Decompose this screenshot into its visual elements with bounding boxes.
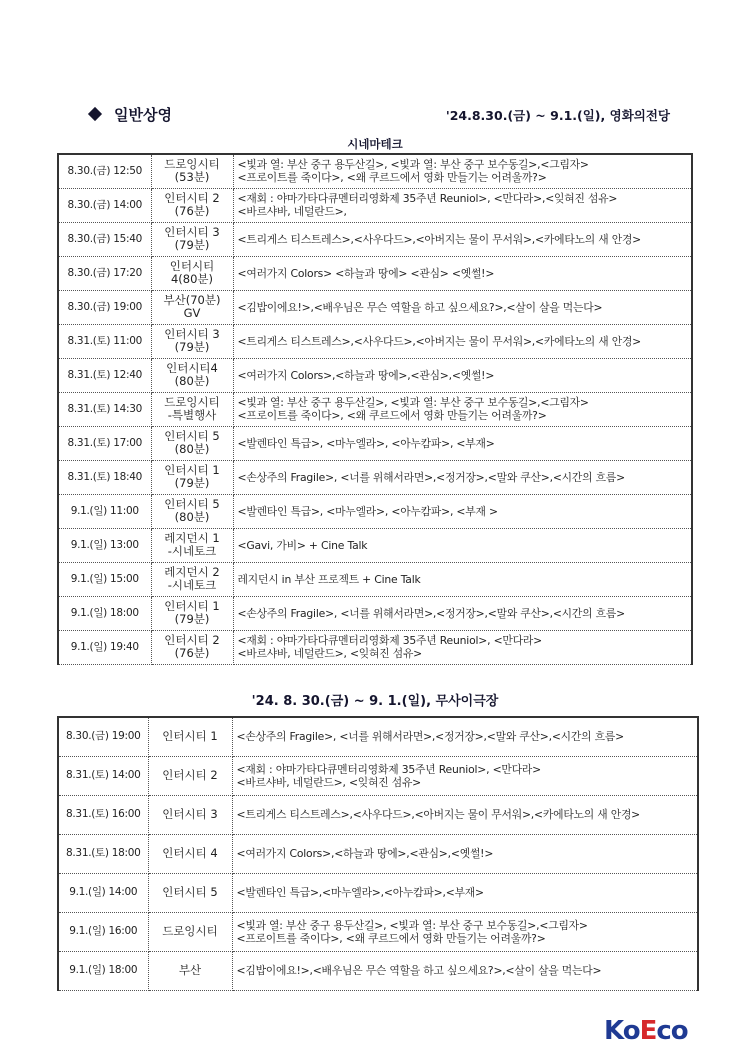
schedule-program: <여러가지 Colors>,<하늘과 땅에>,<관심>,<옛썰!> bbox=[232, 834, 698, 873]
table-row bbox=[58, 562, 692, 596]
schedule-venue: 드로잉시티 (53분) bbox=[151, 154, 233, 188]
schedule-time: 8.30.(금) 15:40 bbox=[58, 222, 151, 256]
schedule-program: <트리게스 티스트레스>,<사우다드>,<아버지는 물이 무서워>,<카에타노의 새 안경> bbox=[233, 324, 692, 358]
table-row bbox=[58, 494, 692, 528]
schedule-program: <빛과 열: 부산 중구 용두산길>, <빛과 열: 부산 중구 보수동길>,<그림자> <프로이트를 죽이다>, <왜 쿠르드에서 영화 만들기는 어려울까?> bbox=[232, 912, 698, 951]
schedule-time: 8.31.(토) 17:00 bbox=[58, 426, 151, 460]
schedule-venue: 레지던시 1 -시네토크 bbox=[151, 528, 233, 562]
schedule-time: 8.30.(금) 17:20 bbox=[58, 256, 151, 290]
schedule-time: 8.31.(토) 18:00 bbox=[58, 834, 148, 873]
schedule-venue: 드로잉시티 bbox=[148, 912, 232, 951]
table-row bbox=[58, 834, 698, 873]
schedule-venue: 인터시티 2 (76분) bbox=[151, 630, 233, 664]
table-row bbox=[58, 630, 692, 664]
table-row bbox=[58, 324, 692, 358]
schedule-program: <발렌타인 특급>, <마누엘라>, <아누캄파>, <부재> bbox=[233, 426, 692, 460]
schedule-time: 8.31.(토) 12:40 bbox=[58, 358, 151, 392]
schedule-program: <트리게스 티스트레스>,<사우다드>,<아버지는 물이 무서워>,<카에타노의 새 안경> bbox=[233, 222, 692, 256]
schedule-time: 9.1.(일) 19:40 bbox=[58, 630, 151, 664]
schedule-program: <재회 : 야마가타다큐멘터리영화제 35주년 Reuniol>, <만다라>,<잊혀진 섬유> <바르샤바, 네덜란드>, bbox=[233, 188, 692, 222]
schedule-venue: 인터시티 3 (79분) bbox=[151, 222, 233, 256]
table-row bbox=[58, 460, 692, 494]
table-row bbox=[58, 392, 692, 426]
schedule-program: <빛과 열: 부산 중구 용두산길>, <빛과 열: 부산 중구 보수동길>,<그림자> <프로이트를 죽이다>, <왜 쿠르드에서 영화 만들기는 어려울까?> bbox=[233, 154, 692, 188]
schedule-time: 8.31.(토) 14:00 bbox=[58, 756, 148, 795]
schedule-time: 9.1.(일) 18:00 bbox=[58, 951, 148, 990]
table-row bbox=[58, 256, 692, 290]
schedule-program: <재회 : 야마가타다큐멘터리영화제 35주년 Reuniol>, <만다라> <바르샤바, 네덜란드>, <잊혀진 섬유> bbox=[232, 756, 698, 795]
schedule-venue: 인터시티 3 bbox=[148, 795, 232, 834]
schedule-venue: 인터시티 2 bbox=[148, 756, 232, 795]
schedule-program: <손상주의 Fragile>, <너를 위해서라면>,<정거장>,<말와 쿠산>,<시간의 흐름> bbox=[232, 717, 698, 756]
schedule-time: 8.31.(토) 11:00 bbox=[58, 324, 151, 358]
table-row bbox=[58, 951, 698, 990]
schedule-venue: 인터시티 4 bbox=[148, 834, 232, 873]
schedule-venue: 인터시티 2 (76분) bbox=[151, 188, 233, 222]
schedule-venue: 부산(70분) GV bbox=[151, 290, 233, 324]
table-row bbox=[58, 188, 692, 222]
schedule-time: 8.31.(토) 18:40 bbox=[58, 460, 151, 494]
schedule-program: <발렌타인 특급>,<마누엘라>,<아누캄파>,<부재> bbox=[232, 873, 698, 912]
schedule-time: 8.30.(금) 14:00 bbox=[58, 188, 151, 222]
schedule-time: 8.30.(금) 19:00 bbox=[58, 717, 148, 756]
schedule-program: <손상주의 Fragile>, <너를 위해서라면>,<정거장>,<말와 쿠산>,<시간의 흐름> bbox=[233, 460, 692, 494]
schedule-time: 9.1.(일) 15:00 bbox=[58, 562, 151, 596]
table-row bbox=[58, 528, 692, 562]
diamond-bullet-icon bbox=[88, 107, 102, 121]
schedule-venue: 인터시티 5 (80분) bbox=[151, 426, 233, 460]
schedule-venue: 인터시티 4(80분) bbox=[151, 256, 233, 290]
musai-schedule-table bbox=[57, 716, 699, 991]
schedule-program: <트리게스 티스트레스>,<사우다드>,<아버지는 물이 무서워>,<카에타노의 새 안경> bbox=[232, 795, 698, 834]
schedule-time: 9.1.(일) 11:00 bbox=[58, 494, 151, 528]
schedule-time: 8.30.(금) 12:50 bbox=[58, 154, 151, 188]
schedule-venue: 인터시티 1 (79분) bbox=[151, 596, 233, 630]
schedule-time: 8.30.(금) 19:00 bbox=[58, 290, 151, 324]
schedule-program: 레지던시 in 부산 프로젝트 + Cine Talk bbox=[233, 562, 692, 596]
table-row bbox=[58, 290, 692, 324]
koeco-logo: KoEco bbox=[604, 1016, 688, 1046]
schedule-program: <발렌타인 특급>, <마누엘라>, <아누캄파>, <부재 > bbox=[233, 494, 692, 528]
table-row bbox=[58, 596, 692, 630]
table-row bbox=[58, 873, 698, 912]
table-row bbox=[58, 358, 692, 392]
cinematheque-schedule-table bbox=[57, 153, 693, 665]
schedule-program: <여러가지 Colors>,<하늘과 땅에>,<관심>,<옛썰!> bbox=[233, 358, 692, 392]
schedule-time: 9.1.(일) 13:00 bbox=[58, 528, 151, 562]
schedule-venue: 인터시티 1 (79분) bbox=[151, 460, 233, 494]
schedule-venue: 드로잉시티 -특별행사 bbox=[151, 392, 233, 426]
table-row bbox=[58, 154, 692, 188]
schedule-venue: 인터시티 5 bbox=[148, 873, 232, 912]
schedule-venue: 부산 bbox=[148, 951, 232, 990]
section-header bbox=[90, 107, 670, 129]
schedule-program: <빛과 열: 부산 중구 용두산길>, <빛과 열: 부산 중구 보수동길>,<그림자> <프로이트를 죽이다>, <왜 쿠르드에서 영화 만들기는 어려울까?> bbox=[233, 392, 692, 426]
table-row bbox=[58, 717, 698, 756]
section-title: 일반상영 bbox=[114, 106, 172, 124]
schedule-venue: 인터시티4 (80분) bbox=[151, 358, 233, 392]
schedule-time: 9.1.(일) 14:00 bbox=[58, 873, 148, 912]
schedule-time: 8.31.(토) 14:30 bbox=[58, 392, 151, 426]
schedule-venue: 인터시티 3 (79분) bbox=[151, 324, 233, 358]
table-row bbox=[58, 912, 698, 951]
schedule-program: <김밥이에요!>,<배우님은 무슨 역할을 하고 싶으세요?>,<살이 살을 먹는다> bbox=[232, 951, 698, 990]
section2-period: '24. 8. 30.(금) ~ 9. 1.(일), 무사이극장 bbox=[251, 694, 499, 709]
schedule-program: <재회 : 야마가타다큐멘터리영화제 35주년 Reuniol>, <만다라> <바르샤바, 네덜란드>, <잊혀진 섬유> bbox=[233, 630, 692, 664]
schedule-venue: 레지던시 2 -시네토크 bbox=[151, 562, 233, 596]
schedule-venue: 인터시티 5 (80분) bbox=[151, 494, 233, 528]
table-row bbox=[58, 756, 698, 795]
schedule-program: <손상주의 Fragile>, <너를 위해서라면>,<정거장>,<말와 쿠산>,<시간의 흐름> bbox=[233, 596, 692, 630]
schedule-time: 9.1.(일) 18:00 bbox=[58, 596, 151, 630]
schedule-program: <김밥이에요!>,<배우님은 무슨 역할을 하고 싶으세요?>,<살이 살을 먹는다> bbox=[233, 290, 692, 324]
venue-label: 시네마테크 bbox=[347, 137, 403, 151]
schedule-venue: 인터시티 1 bbox=[148, 717, 232, 756]
table-row bbox=[58, 222, 692, 256]
table-row bbox=[58, 426, 692, 460]
schedule-time: 9.1.(일) 16:00 bbox=[58, 912, 148, 951]
schedule-time: 8.31.(토) 16:00 bbox=[58, 795, 148, 834]
section-period: '24.8.30.(금) ~ 9.1.(일), 영화의전당 bbox=[445, 108, 670, 123]
table-row bbox=[58, 795, 698, 834]
schedule-program: <여러가지 Colors> <하늘과 땅에> <관심> <옛썰!> bbox=[233, 256, 692, 290]
schedule-program: <Gavi, 가비> + Cine Talk bbox=[233, 528, 692, 562]
